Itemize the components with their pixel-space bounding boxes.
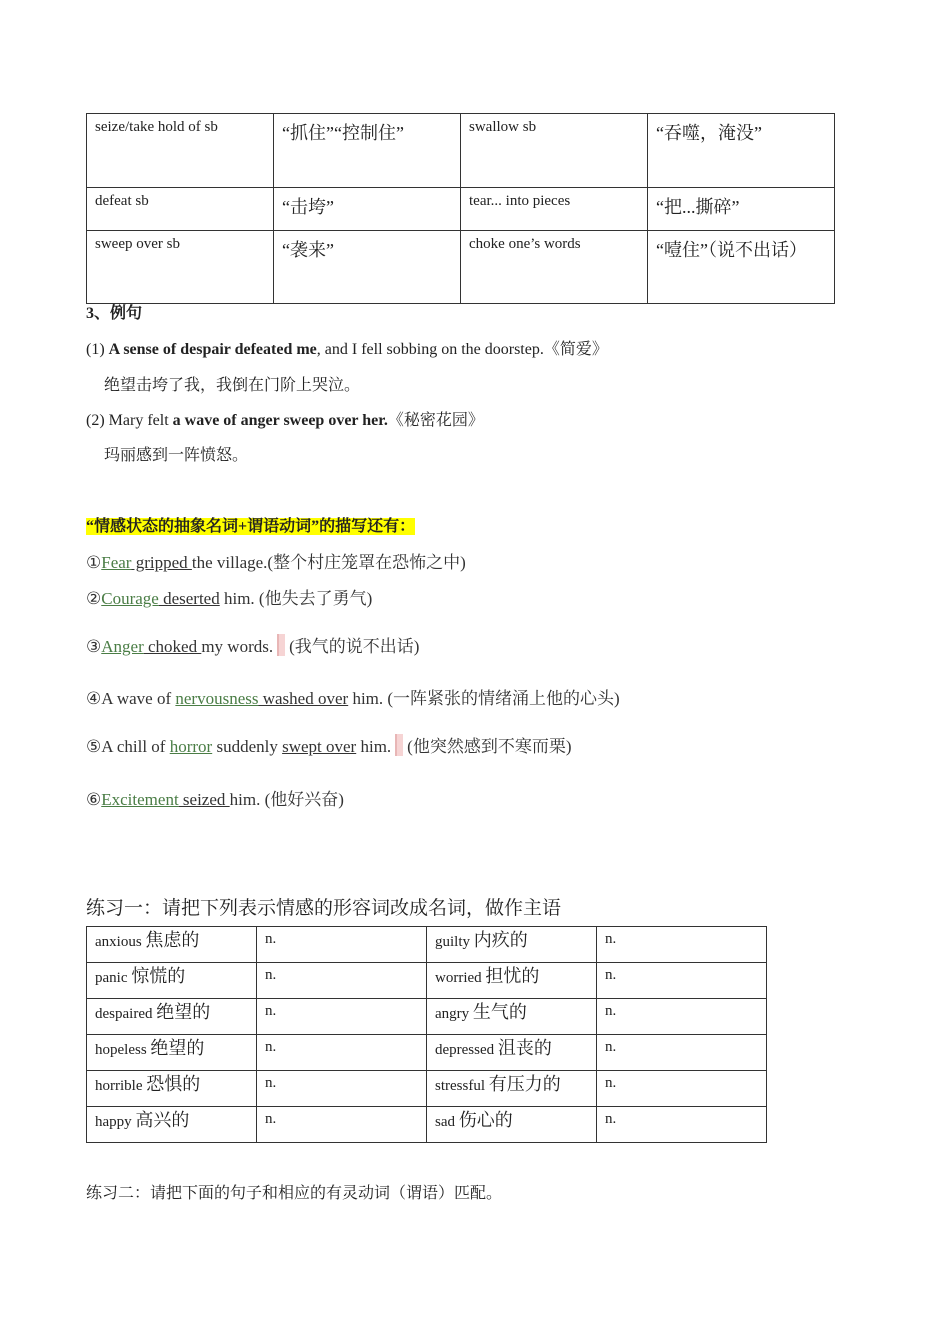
- predicate-verb: choked: [143, 637, 202, 656]
- predicate-verb: washed over: [258, 689, 349, 708]
- example-sentence-2: [86, 407, 484, 430]
- emotion-noun: Anger: [101, 637, 144, 656]
- table-row: [87, 114, 835, 188]
- adjective-english: despaired: [95, 1006, 153, 1022]
- adjective-english: depressed: [435, 1042, 495, 1058]
- adjective-chinese: 担忧的: [485, 966, 540, 986]
- noun-answer-cell[interactable]: n.: [597, 1035, 767, 1071]
- emotion-noun: Courage: [101, 589, 159, 608]
- adjective-english: guilty: [435, 934, 471, 950]
- sentence-6: [86, 785, 344, 810]
- table-row: [87, 963, 767, 999]
- table-cell: swallow sb: [461, 114, 648, 188]
- adjective-chinese: 沮丧的: [497, 1038, 552, 1058]
- adjective-chinese: 绝望的: [150, 1038, 205, 1058]
- sentence-number: ⑥: [86, 790, 102, 809]
- example-translation-1: 绝望击垮了我，我倒在门阶上哭泣。: [104, 377, 361, 394]
- adjective-chinese: 有压力的: [488, 1074, 561, 1094]
- verb-meaning-table: [86, 113, 835, 304]
- table-row: [87, 927, 767, 963]
- text-cursor-marker: [277, 634, 285, 656]
- adjective-cell: [427, 999, 597, 1035]
- adjective-cell: [427, 963, 597, 999]
- table-cell: “抓住”“控制住”: [274, 114, 461, 188]
- adjective-chinese: 伤心的: [458, 1110, 513, 1130]
- table-row: [87, 1035, 767, 1071]
- table-row: [87, 999, 767, 1035]
- adjective-chinese: 绝望的: [156, 1002, 211, 1022]
- predicate-verb: seized: [178, 790, 230, 809]
- table-cell: “击垮”: [274, 188, 461, 231]
- sentence-4: [86, 684, 620, 709]
- noun-answer-cell[interactable]: n.: [597, 927, 767, 963]
- sentence-3: [86, 632, 419, 657]
- predicate-verb: swept over: [282, 737, 357, 756]
- sentence-rest: the village.(整个村庄笼罩在恐怖之中): [191, 553, 466, 572]
- sentence-2: [86, 584, 372, 609]
- adjective-english: happy: [95, 1114, 132, 1130]
- noun-answer-cell[interactable]: n.: [257, 927, 427, 963]
- exercise-1-title: 练习一：请把下列表示情感的形容词改成名词，做作主语: [86, 898, 562, 919]
- table-cell: “噎住”（说不出话）: [648, 231, 835, 304]
- adjective-english: worried: [435, 970, 482, 986]
- table-cell: “袭来”: [274, 231, 461, 304]
- example-prefix: (2) Mary felt: [86, 412, 173, 429]
- adjective-english: sad: [435, 1114, 455, 1130]
- table-row: [87, 1071, 767, 1107]
- sentence-pre: A chill of: [101, 737, 170, 756]
- table-row: [87, 188, 835, 231]
- adjective-cell: [427, 927, 597, 963]
- table-cell: seize/take hold of sb: [87, 114, 274, 188]
- sentence-5: [86, 732, 572, 757]
- adjective-english: anxious: [95, 934, 142, 950]
- sentence-number: ①: [86, 553, 102, 572]
- text-cursor-marker: [395, 734, 403, 756]
- example-sentence-1: [86, 336, 608, 359]
- example-translation-2: 玛丽感到一阵愤怒。: [104, 447, 249, 464]
- emotion-noun: nervousness: [175, 689, 259, 708]
- sentence-number: ④: [86, 689, 102, 708]
- example-prefix: (1): [86, 341, 109, 358]
- sentence-1: [86, 548, 466, 573]
- noun-answer-cell[interactable]: n.: [257, 1107, 427, 1143]
- sentence-rest: him. (一阵紧张的情绪涌上他的心头): [348, 689, 620, 708]
- table-row: [87, 231, 835, 304]
- sentence-period: .: [268, 637, 274, 656]
- sentence-rest: my words: [201, 637, 269, 656]
- sentence-rest: him.: [356, 737, 392, 756]
- adjective-chinese: 惊慌的: [131, 966, 186, 986]
- adjective-cell: [427, 1107, 597, 1143]
- sentence-number: ③: [86, 637, 102, 656]
- sentence-number: ②: [86, 589, 102, 608]
- predicate-verb: deserted: [158, 589, 220, 608]
- example-rest: , and I fell sobbing on the doorstep.《简爱》: [316, 341, 608, 358]
- adjective-english: hopeless: [95, 1042, 147, 1058]
- adjective-chinese: 内疚的: [473, 930, 528, 950]
- noun-answer-cell[interactable]: n.: [257, 999, 427, 1035]
- sentence-pre: A wave of: [101, 689, 176, 708]
- table-cell: choke one’s words: [461, 231, 648, 304]
- table-cell: “把...撕碎”: [648, 188, 835, 231]
- adjective-chinese: 高兴的: [135, 1110, 190, 1130]
- exercise-2-title: 练习二：请把下面的句子和相应的有灵动词（谓语）匹配。: [86, 1185, 503, 1202]
- adjective-english: panic: [95, 970, 128, 986]
- noun-answer-cell[interactable]: n.: [597, 963, 767, 999]
- sentence-translation: (他突然感到不寒而栗): [407, 737, 572, 756]
- adjective-chinese: 生气的: [472, 1002, 527, 1022]
- adjective-chinese: 焦虑的: [145, 930, 200, 950]
- sentence-rest: him. (他好兴奋): [229, 790, 344, 809]
- adjective-cell: [87, 1071, 257, 1107]
- exercise-1-table: [86, 926, 767, 1143]
- adjective-chinese: 恐惧的: [146, 1074, 201, 1094]
- adjective-cell: [87, 1035, 257, 1071]
- example-bold: a wave of anger sweep over her.: [172, 412, 388, 429]
- adjective-cell: [87, 999, 257, 1035]
- noun-answer-cell[interactable]: n.: [597, 999, 767, 1035]
- table-row: [87, 1107, 767, 1143]
- adjective-cell: [87, 963, 257, 999]
- adjective-cell: [87, 1107, 257, 1143]
- noun-answer-cell[interactable]: n.: [257, 963, 427, 999]
- example-bold: A sense of despair defeated me: [108, 341, 317, 358]
- emotion-noun: horror: [169, 737, 213, 756]
- noun-answer-cell[interactable]: n.: [257, 1071, 427, 1107]
- adjective-cell: [427, 1071, 597, 1107]
- sentence-mid: suddenly: [212, 737, 283, 756]
- example-rest: 《秘密花园》: [387, 412, 484, 429]
- sentence-translation: (我气的说不出话): [289, 637, 420, 656]
- table-cell: sweep over sb: [87, 231, 274, 304]
- highlight-text: “情感状态的抽象名词+谓语动词”的描写还有：: [86, 518, 416, 535]
- adjective-cell: [87, 927, 257, 963]
- highlight-heading: [86, 513, 415, 536]
- predicate-verb: gripped: [131, 553, 192, 572]
- adjective-english: stressful: [435, 1078, 485, 1094]
- noun-answer-cell[interactable]: n.: [597, 1107, 767, 1143]
- table-cell: defeat sb: [87, 188, 274, 231]
- emotion-noun: Fear: [101, 553, 132, 572]
- noun-answer-cell[interactable]: n.: [257, 1035, 427, 1071]
- sentence-number: ⑤: [86, 737, 102, 756]
- section-heading: 3、例句: [86, 305, 143, 322]
- table-cell: “吞噬，淹没”: [648, 114, 835, 188]
- table-cell: tear... into pieces: [461, 188, 648, 231]
- adjective-english: horrible: [95, 1078, 143, 1094]
- emotion-noun: Excitement: [101, 790, 179, 809]
- sentence-rest: him. (他失去了勇气): [219, 589, 373, 608]
- noun-answer-cell[interactable]: n.: [597, 1071, 767, 1107]
- adjective-english: angry: [435, 1006, 470, 1022]
- adjective-cell: [427, 1035, 597, 1071]
